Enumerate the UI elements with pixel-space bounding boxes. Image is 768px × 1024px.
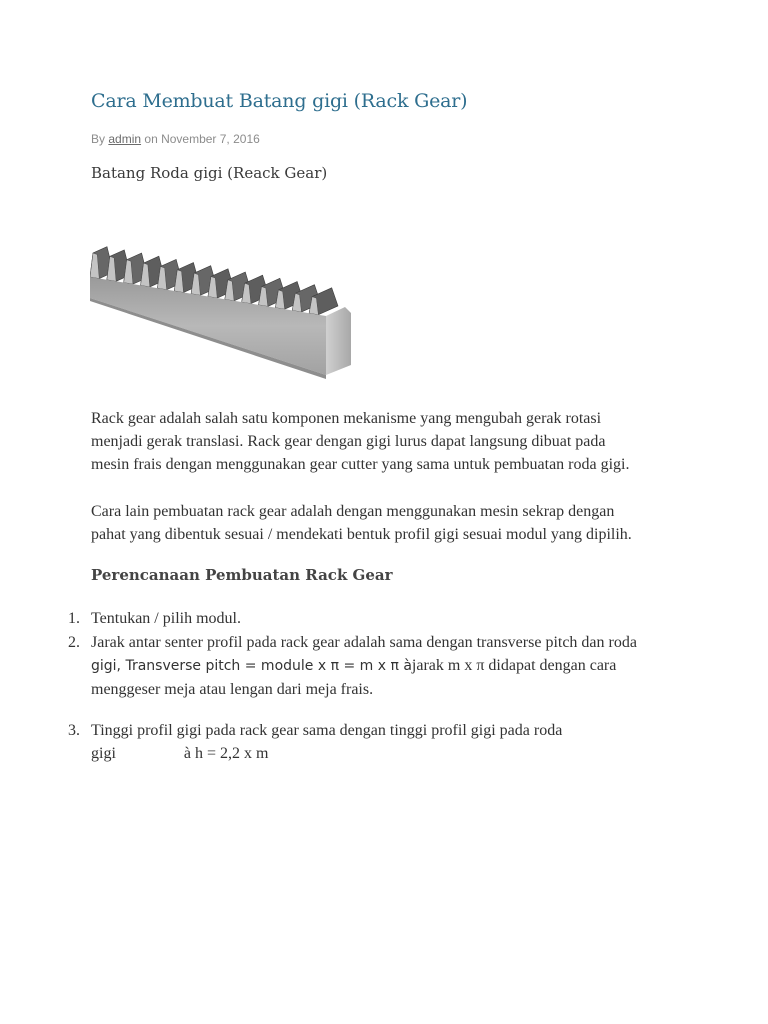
author-link[interactable]: admin	[108, 132, 142, 146]
meta-date: on November 7, 2016	[144, 132, 260, 146]
list-item: 1. Tentukan / pilih modul.	[68, 610, 241, 627]
list-item: 2. Jarak antar senter profil pada rack gear adalah sama dengan transverse pitch dan roda gigi, Transverse pitch = module x π = m x π àjarak m x π didapat dengan cara menggeser meja atau lengan dari meja frais.	[68, 634, 637, 698]
subheading: Batang Roda gigi (Reack Gear)	[91, 164, 328, 182]
paragraph-2: Cara lain pembuatan rack gear adalah dengan menggunakan mesin sekrap dengan pahat yang dibentuk sesuai / mendekati bentuk profil gigi sesuai modul yang dipilih.	[91, 503, 632, 543]
meta-by: By	[91, 132, 106, 146]
rack-gear-image	[90, 205, 352, 381]
post-meta	[91, 132, 260, 146]
paragraph-1: Rack gear adalah salah satu komponen mekanisme yang mengubah gerak rotasi menjadi gerak translasi. Rack gear dengan gigi lurus dapat langsung dibuat pada mesin frais dengan menggunakan gear cutter yang sama untuk pembuatan roda gigi.	[91, 410, 630, 473]
page-title: Cara Membuat Batang gigi (Rack Gear)	[91, 90, 468, 112]
section-title: Perencanaan Pembuatan Rack Gear	[91, 566, 393, 584]
list-item: 3. Tinggi profil gigi pada rack gear sama dengan tinggi profil gigi pada roda gigi à h = 2,2 x m	[68, 722, 563, 762]
